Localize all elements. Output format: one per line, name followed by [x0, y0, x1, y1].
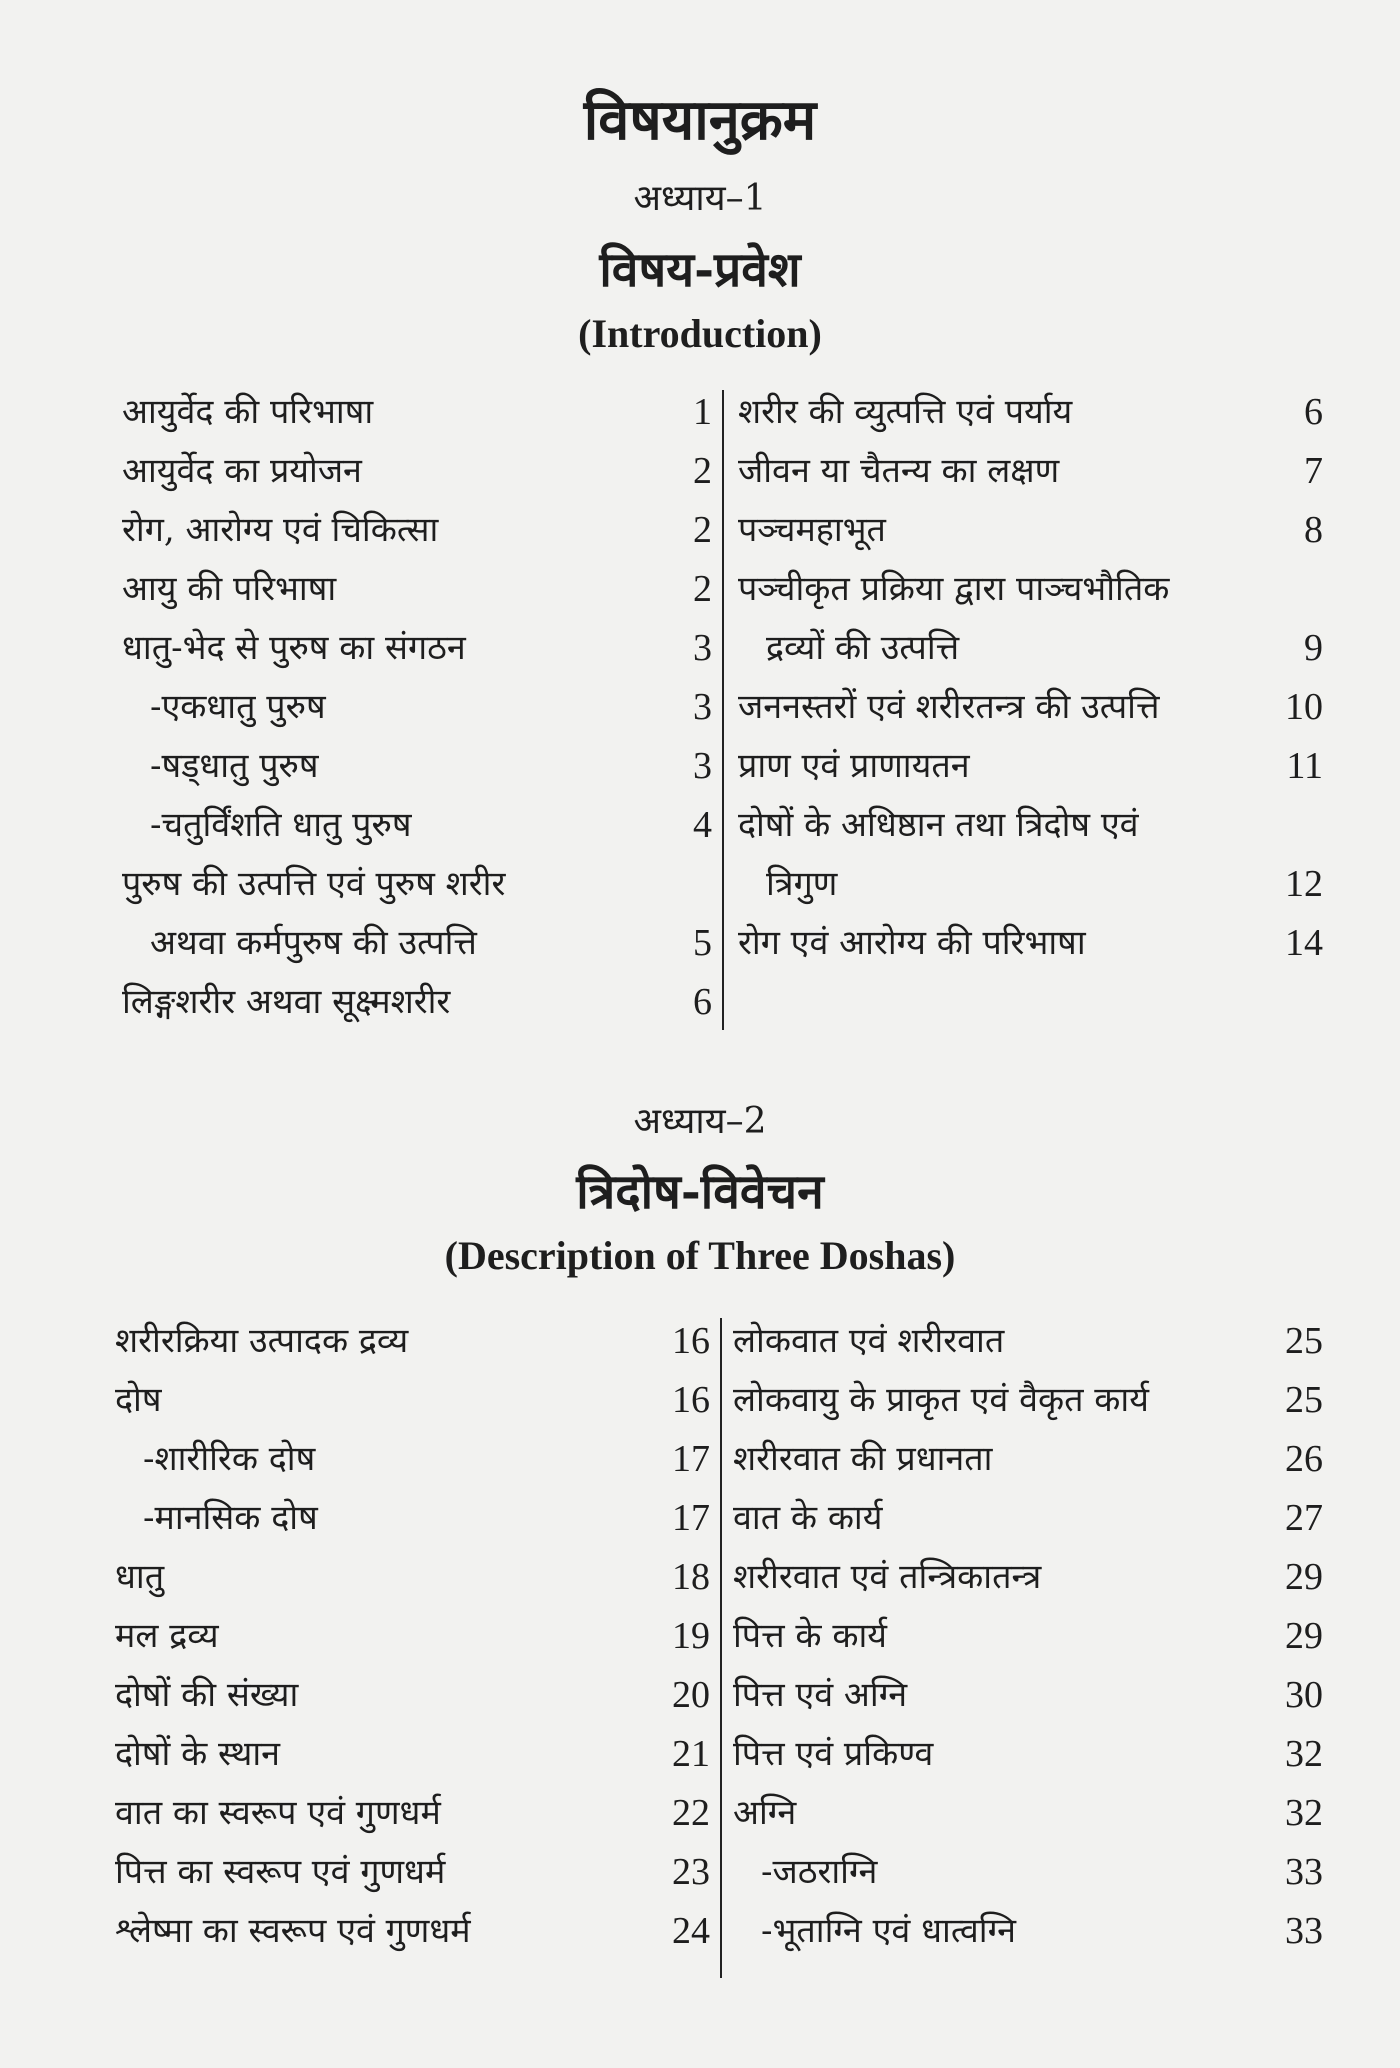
toc-entry-title: वात का स्वरूप एवं गुणधर्म	[115, 1793, 441, 1833]
toc-entry-title: पित्त का स्वरूप एवं गुणधर्म	[115, 1852, 446, 1892]
toc-entry-title: -एकधातु पुरुष	[150, 687, 326, 727]
toc-entry	[122, 678, 712, 737]
chapter-1-right-column	[738, 383, 1323, 973]
toc-entry-page: 2	[693, 509, 712, 551]
toc-entry-page: 2	[693, 568, 712, 610]
toc-entry-page: 14	[1285, 922, 1323, 964]
toc-entry-title: दोषों के अधिष्ठान तथा त्रिदोष एवं	[738, 805, 1139, 845]
toc-entry-title: दोष	[115, 1380, 162, 1420]
toc-entry-title: -भूताग्नि एवं धात्वग्नि	[761, 1911, 1016, 1951]
toc-entry-title: धातु-भेद से पुरुष का संगठन	[122, 628, 466, 668]
toc-entry	[738, 619, 1323, 678]
toc-entry	[733, 1371, 1323, 1430]
toc-entry-page: 5	[693, 922, 712, 964]
toc-entry-page: 33	[1285, 1910, 1323, 1952]
toc-entry	[115, 1725, 710, 1784]
chapter-1-subtitle: (Introduction)	[578, 311, 822, 356]
toc-entry-page: 25	[1285, 1379, 1323, 1421]
toc-entry	[733, 1548, 1323, 1607]
toc-entry	[733, 1784, 1323, 1843]
page-title: विषयानुक्रम	[583, 87, 817, 153]
toc-entry	[122, 442, 712, 501]
toc-entry-title: दोषों के स्थान	[115, 1734, 280, 1774]
toc-entry-title: -षड्धातु पुरुष	[150, 746, 319, 786]
toc-entry-title: पञ्चमहाभूत	[738, 510, 886, 550]
toc-entry-title: आयु की परिभाषा	[122, 569, 337, 609]
toc-entry-page: 7	[1304, 450, 1323, 492]
toc-entry-page: 25	[1285, 1320, 1323, 1362]
toc-entry-title: वात के कार्य	[733, 1498, 883, 1538]
toc-entry-title: त्रिगुण	[766, 864, 838, 904]
toc-entry	[122, 619, 712, 678]
toc-entry-page: 9	[1304, 627, 1323, 669]
toc-entry	[738, 737, 1323, 796]
toc-entry	[115, 1312, 710, 1371]
toc-entry	[122, 855, 712, 914]
toc-entry-page: 17	[672, 1497, 710, 1539]
column-divider	[722, 390, 724, 1030]
toc-entry	[733, 1725, 1323, 1784]
toc-entry-title: अथवा कर्मपुरुष की उत्पत्ति	[150, 923, 477, 963]
toc-entry	[122, 914, 712, 973]
toc-entry-title: शरीर की व्युत्पत्ति एवं पर्याय	[738, 392, 1073, 432]
toc-entry-title: शरीरवात एवं तन्त्रिकातन्त्र	[733, 1557, 1042, 1597]
toc-entry-page: 8	[1304, 509, 1323, 551]
toc-entry-page: 23	[672, 1851, 710, 1893]
toc-entry	[733, 1607, 1323, 1666]
toc-entry-page: 3	[693, 686, 712, 728]
toc-entry-page: 3	[693, 627, 712, 669]
toc-entry	[738, 383, 1323, 442]
toc-entry-page: 24	[672, 1910, 710, 1952]
column-divider	[720, 1318, 722, 1978]
toc-entry	[115, 1548, 710, 1607]
chapter-1-number: अध्याय–1	[633, 178, 767, 219]
toc-entry	[738, 855, 1323, 914]
toc-entry-title: जननस्तरों एवं शरीरतन्त्र की उत्पत्ति	[738, 687, 1160, 727]
toc-entry-title: आयुर्वेद का प्रयोजन	[122, 451, 362, 491]
toc-entry-page: 32	[1285, 1733, 1323, 1775]
toc-entry	[738, 442, 1323, 501]
toc-entry-title: लोकवात एवं शरीरवात	[733, 1321, 1005, 1361]
toc-entry-page: 11	[1286, 745, 1323, 787]
toc-entry-page: 10	[1285, 686, 1323, 728]
toc-entry-title: श्लेष्मा का स्वरूप एवं गुणधर्म	[115, 1911, 471, 1951]
toc-entry-page: 22	[672, 1792, 710, 1834]
toc-entry-title: अग्नि	[733, 1793, 797, 1833]
toc-entry	[733, 1902, 1323, 1961]
toc-entry	[115, 1607, 710, 1666]
toc-entry-page: 12	[1285, 863, 1323, 905]
toc-entry-page: 4	[693, 804, 712, 846]
toc-entry	[733, 1312, 1323, 1371]
toc-entry-title: प्राण एवं प्राणायतन	[738, 746, 970, 786]
chapter-2-subtitle: (Description of Three Doshas)	[444, 1233, 956, 1278]
toc-entry	[115, 1489, 710, 1548]
toc-entry-page: 3	[693, 745, 712, 787]
chapter-2-right-column	[733, 1312, 1323, 1961]
toc-entry-title: शरीरवात की प्रधानता	[733, 1439, 993, 1479]
toc-entry	[733, 1489, 1323, 1548]
toc-entry-page: 16	[672, 1320, 710, 1362]
toc-entry	[115, 1843, 710, 1902]
toc-entry	[738, 501, 1323, 560]
toc-entry-page: 26	[1285, 1438, 1323, 1480]
toc-entry	[115, 1902, 710, 1961]
toc-entry-page: 29	[1285, 1556, 1323, 1598]
toc-entry-title: रोग एवं आरोग्य की परिभाषा	[738, 923, 1086, 963]
toc-entry-page: 27	[1285, 1497, 1323, 1539]
toc-entry-page: 21	[672, 1733, 710, 1775]
toc-entry-page: 6	[693, 981, 712, 1023]
toc-entry-title: मल द्रव्य	[115, 1616, 219, 1656]
toc-entry-page: 29	[1285, 1615, 1323, 1657]
toc-entry-page: 19	[672, 1615, 710, 1657]
toc-entry	[738, 560, 1323, 619]
toc-entry-page: 2	[693, 450, 712, 492]
toc-entry-title: दोषों की संख्या	[115, 1675, 299, 1715]
toc-entry	[115, 1371, 710, 1430]
toc-entry-page: 20	[672, 1674, 710, 1716]
toc-entry	[738, 914, 1323, 973]
toc-entry-page: 18	[672, 1556, 710, 1598]
toc-entry-title: पुरुष की उत्पत्ति एवं पुरुष शरीर	[122, 864, 506, 904]
toc-entry-page: 17	[672, 1438, 710, 1480]
toc-entry	[122, 796, 712, 855]
toc-entry-page: 6	[1304, 391, 1323, 433]
toc-entry-page: 33	[1285, 1851, 1323, 1893]
toc-entry-title: शरीरक्रिया उत्पादक द्रव्य	[115, 1321, 409, 1361]
toc-entry-title: -मानसिक दोष	[143, 1498, 318, 1538]
toc-entry-title: द्रव्यों की उत्पत्ति	[766, 628, 960, 668]
toc-entry-title: -जठराग्नि	[761, 1852, 878, 1892]
toc-entry-title: पञ्चीकृत प्रक्रिया द्वारा पाञ्चभौतिक	[738, 569, 1170, 609]
toc-entry	[115, 1784, 710, 1843]
toc-entry	[733, 1430, 1323, 1489]
toc-entry-page: 30	[1285, 1674, 1323, 1716]
toc-entry	[115, 1666, 710, 1725]
toc-entry-page: 16	[672, 1379, 710, 1421]
chapter-1-title: विषय-प्रवेश	[599, 242, 801, 298]
chapter-2-title: त्रिदोष-विवेचन	[576, 1164, 824, 1220]
toc-entry	[738, 796, 1323, 855]
toc-entry-title: पित्त के कार्य	[733, 1616, 887, 1656]
toc-entry	[122, 973, 712, 1032]
toc-entry-title: -शारीरिक दोष	[143, 1439, 316, 1479]
toc-entry-title: पित्त एवं अग्नि	[733, 1675, 908, 1715]
toc-entry	[115, 1430, 710, 1489]
toc-entry-page: 32	[1285, 1792, 1323, 1834]
chapter-2-left-column	[115, 1312, 710, 1961]
toc-entry	[122, 737, 712, 796]
toc-entry-title: लोकवायु के प्राकृत एवं वैकृत कार्य	[733, 1380, 1149, 1420]
toc-entry-title: धातु	[115, 1557, 165, 1597]
toc-entry	[122, 560, 712, 619]
chapter-1-left-column	[122, 383, 712, 1032]
toc-entry-title: जीवन या चैतन्य का लक्षण	[738, 451, 1060, 491]
toc-entry-title: पित्त एवं प्रकिण्व	[733, 1734, 934, 1774]
toc-entry	[738, 678, 1323, 737]
toc-entry-title: लिङ्गशरीर अथवा सूक्ष्मशरीर	[122, 982, 451, 1022]
toc-entry	[733, 1666, 1323, 1725]
chapter-2-number: अध्याय–2	[633, 1101, 767, 1142]
toc-entry	[122, 501, 712, 560]
toc-entry-page: 1	[693, 391, 712, 433]
toc-entry-title: आयुर्वेद की परिभाषा	[122, 392, 374, 432]
toc-entry	[733, 1843, 1323, 1902]
toc-entry	[122, 383, 712, 442]
toc-entry-title: रोग, आरोग्य एवं चिकित्सा	[122, 510, 439, 550]
toc-entry-title: -चतुर्विंशति धातु पुरुष	[150, 805, 412, 845]
